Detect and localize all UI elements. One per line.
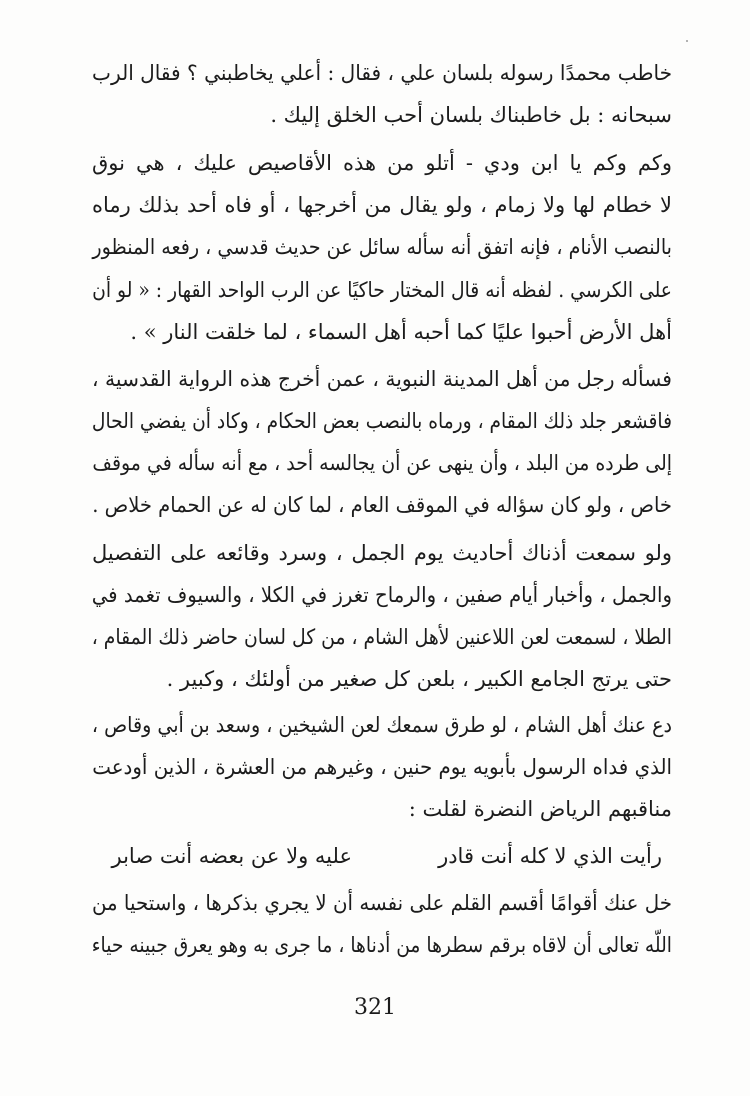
text-line: خاطب محمدًا رسوله بلسان علي ، فقال : أعلي يخاطبني ؟ فقال الرب <box>92 61 672 85</box>
text-line: مناقبهم الرياض النضرة لقلت : <box>408 797 672 821</box>
text-line: والجمل ، وأخبار أيام صفين ، والرماح تغرز في الكلا ، والسيوف تغمد في <box>91 583 672 607</box>
text-line: الذي فداه الرسول بأبويه يوم حنين ، وغيرهم من العشرة ، الذين أودعت <box>92 755 673 779</box>
poem-verse <box>92 839 672 873</box>
page-number: 321 <box>354 995 396 1020</box>
text-line: خاص ، ولو كان سؤاله في الموقف العام ، لما كان له عن الحمام خلاص . <box>92 493 672 517</box>
text-line: وكم وكم يا ابن ودي - أتلو من هذه الأقاصيص عليك ، هي نوق <box>92 151 672 175</box>
text-line: دع عنك أهل الشام ، لو طرق سمعك لعن الشيخين ، وسعد بن أبي وقاص ، <box>91 713 673 737</box>
text-line: أهل الأرض أحبوا عليًا كما أحبه أهل السماء ، لما خلقت النار » . <box>130 320 672 344</box>
text-line: الطلا ، لسمعت لعن اللاعنين لأهل الشام ، من كل لسان حاضر ذلك المقام ، <box>91 625 673 649</box>
text-line: ولو سمعت أذناك أحاديث يوم الجمل ، وسرد وقائعه على التفصيل <box>92 541 672 565</box>
paper-speck <box>686 40 688 42</box>
text-line: بالنصب الأنام ، فإنه اتفق أنه سأله سائل عن حديث قدسي ، رفعه المنظور <box>92 235 672 259</box>
text-line: لا خطام لها ولا زمام ، ولو يقال من أخرجها ، أو فاه أحد بذلك رماه <box>92 193 672 217</box>
poem-second-hemistich: عليه ولا عن بعضه أنت صابر <box>111 844 352 868</box>
text-line: فاقشعر جلد ذلك المقام ، ورماه بالنصب بعض الحكام ، وكاد أن يفضي الحال <box>91 409 673 433</box>
text-line: فسأله رجل من أهل المدينة النبوية ، عمن أخرج هذه الرواية القدسية ، <box>92 367 673 391</box>
text-line: سبحانه : بل خاطبناك بلسان أحب الخلق إليك . <box>270 103 672 127</box>
text-line: على الكرسي . لفظه أنه قال المختار حاكيًا عن الرب الواحد القهار : « لو أن <box>92 278 672 302</box>
text-line: إلى طرده من البلد ، وأن ينهى عن أن يجالسه أحد ، مع أنه سأله في موقف <box>92 451 672 475</box>
poem-first-hemistich: رأيت الذي لا كله أنت قادر <box>438 844 662 868</box>
text-line: حتى يرتج الجامع الكبير ، بلعن كل صغير من أولئك ، وكبير . <box>166 667 672 691</box>
text-line: خل عنك أقوامًا أقسم القلم على نفسه أن لا يجري بذكرها ، واستحيا من <box>91 891 672 915</box>
text-line: اللّه تعالى أن لاقاه برقم سطرها من أدناها ، ما جرى به وهو يعرق جبينه حياء <box>91 933 672 957</box>
